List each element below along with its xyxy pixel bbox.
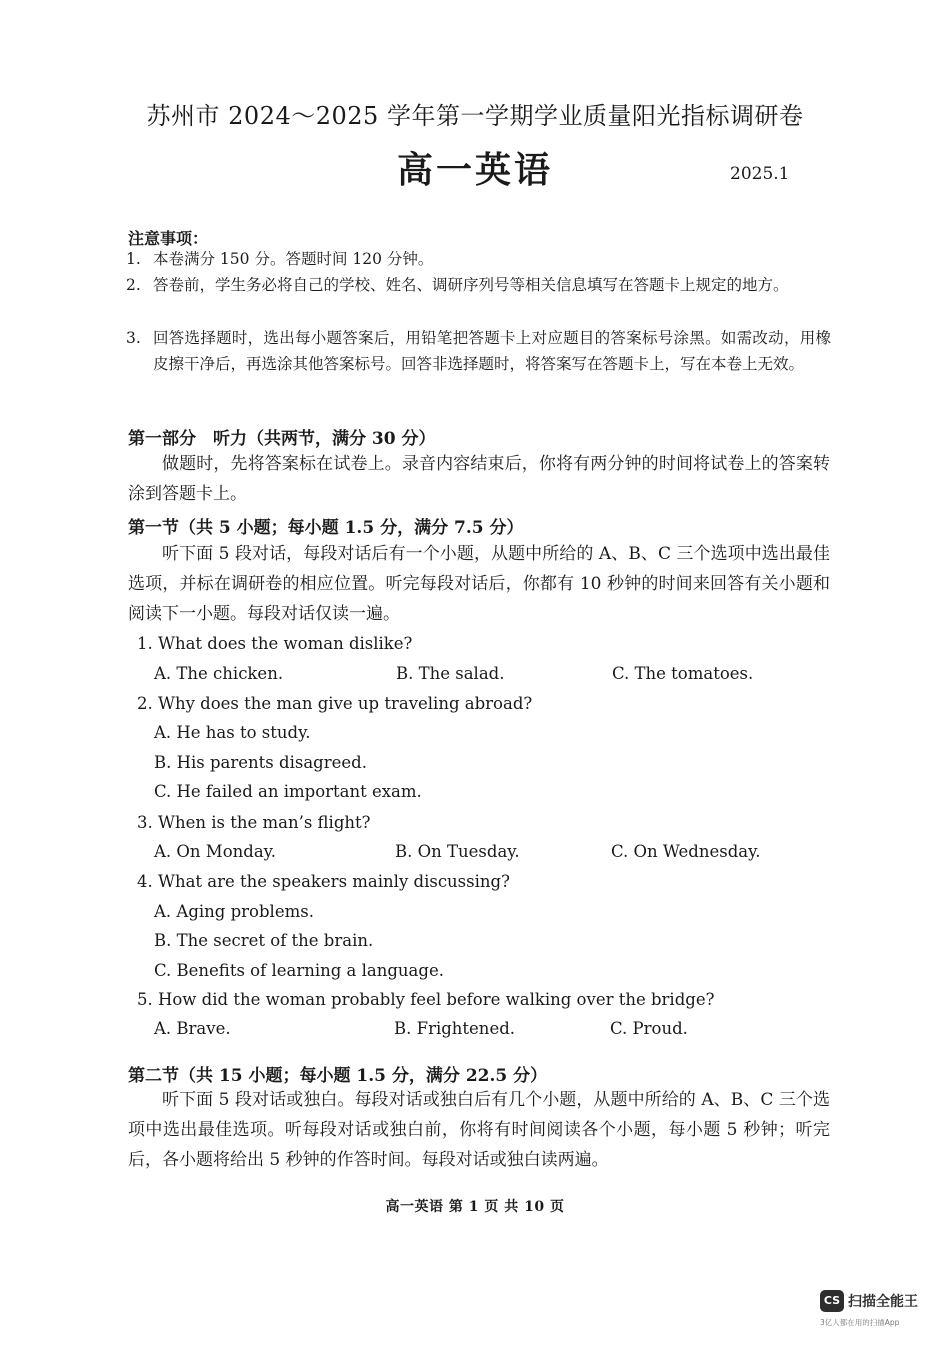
note-text: 回答选择题时，选出每小题答案后，用铅笔把答题卡上对应题目的答案标号涂黑。如需改动，用橡皮擦干净后，再选涂其他答案标号。回答非选择题时，将答案写在答题卡上，写在本卷上无效。 <box>153 329 831 373</box>
question-stem: 5. How did the woman probably feel before walking over the bridge? <box>137 990 715 1009</box>
question-stem: 3. When is the man’s flight? <box>137 813 371 832</box>
answer-option: A. On Monday. <box>154 842 277 861</box>
section2-intro: 听下面 5 段对话或独白。每段对话或独白后有几个小题，从题中所给的 A、B、C 三个选项中选出最佳选项。听每段对话或独白前，你将有时间阅读各个小题，每小题 5 秒钟；听完后，各小题将给出 5 秒钟的作答时间。每段对话或独白读两遍。 <box>128 1090 830 1170</box>
note-item <box>126 246 831 272</box>
question-stem: 1. What does the woman dislike? <box>137 634 413 653</box>
answer-option: B. On Tuesday. <box>395 842 520 861</box>
answer-option: A. He has to study. <box>154 723 311 742</box>
watermark-tagline: 3亿人都在用的扫描App <box>820 1318 900 1327</box>
section1-intro: 听下面 5 段对话，每段对话后有一个小题，从题中所给的 A、B、C 三个选项中选出最佳选项，并标在调研卷的相应位置。听完每段对话后，你都有 10 秒钟的时间来回答有关小题和阅读下一小题。每段对话仅读一遍。 <box>128 544 830 624</box>
answer-option: C. He failed an important exam. <box>154 782 422 801</box>
notes-heading: 注意事项： <box>128 229 209 248</box>
note-text: 本卷满分 150 分。答题时间 120 分钟。 <box>153 250 434 268</box>
answer-option: C. Proud. <box>610 1019 688 1038</box>
answer-option: B. The salad. <box>396 664 505 683</box>
watermark-name: 扫描全能王 <box>848 1294 918 1310</box>
answer-option: C. On Wednesday. <box>611 842 761 861</box>
answer-option: B. Frightened. <box>394 1019 516 1038</box>
note-item <box>126 272 831 298</box>
part1-heading: 第一部分 听力（共两节，满分 30 分） <box>128 429 436 449</box>
cs-logo-icon: CS <box>820 1290 844 1312</box>
answer-option: A. The chicken. <box>154 664 284 683</box>
note-number: 3. <box>126 329 141 347</box>
section1-heading: 第一节（共 5 小题；每小题 1.5 分，满分 7.5 分） <box>128 518 524 538</box>
exam-title: 苏州市 2024～2025 学年第一学期学业质量阳光指标调研卷 <box>146 102 804 130</box>
answer-option: B. His parents disagreed. <box>154 753 367 772</box>
section2-heading: 第二节（共 15 小题；每小题 1.5 分，满分 22.5 分） <box>128 1066 548 1086</box>
question-stem: 4. What are the speakers mainly discussing? <box>137 872 510 891</box>
question-stem: 2. Why does the man give up traveling abroad? <box>137 694 533 713</box>
note-number: 1. <box>126 250 141 268</box>
answer-option: C. The tomatoes. <box>612 664 754 683</box>
scanner-watermark <box>818 1290 938 1330</box>
answer-option: A. Aging problems. <box>154 902 314 921</box>
answer-option: A. Brave. <box>154 1019 231 1038</box>
subject-title: 高一英语 <box>396 149 553 191</box>
note-number: 2. <box>126 276 141 294</box>
page-footer: 高一英语 第 1 页 共 10 页 <box>385 1199 565 1215</box>
answer-option: B. The secret of the brain. <box>154 931 374 950</box>
answer-option: C. Benefits of learning a language. <box>154 961 444 980</box>
part1-intro: 做题时，先将答案标在试卷上。录音内容结束后，你将有两分钟的时间将试卷上的答案转涂到答题卡上。 <box>128 454 830 504</box>
note-item <box>126 325 831 377</box>
note-text: 答卷前，学生务必将自己的学校、姓名、调研序列号等相关信息填写在答题卡上规定的地方。 <box>153 276 789 294</box>
exam-date: 2025.1 <box>730 164 790 184</box>
